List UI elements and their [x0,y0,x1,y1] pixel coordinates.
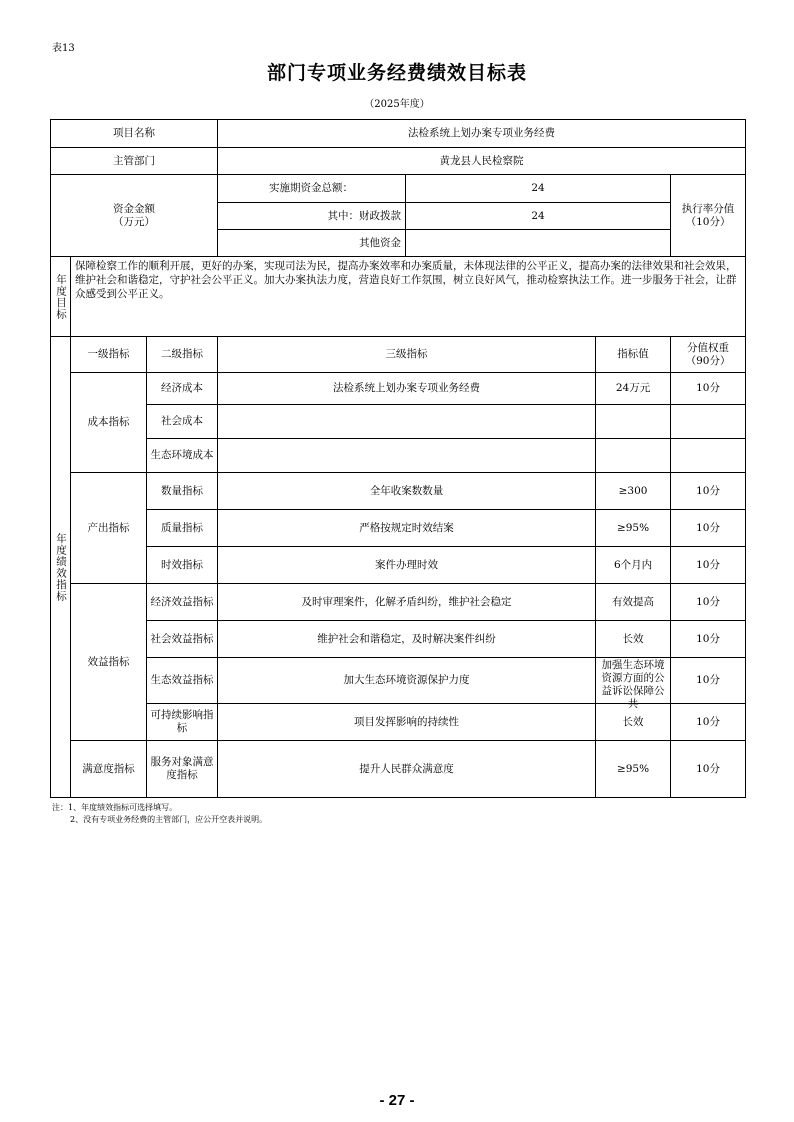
level3-cell: 案件办理时效 [218,547,596,584]
table-row [51,547,746,584]
funds-label [51,175,218,257]
level2-cell: 经济成本 [147,373,218,405]
level2-cell: 可持续影响指标 [147,704,218,741]
weight-cell: 10分 [671,473,746,510]
weight-cell: 10分 [671,621,746,658]
funds-label-line2: （万元） [113,215,156,228]
level1-output: 产出指标 [71,473,147,584]
fiscal-funds-value: 24 [406,203,671,230]
department-value: 黄龙县人民检察院 [218,148,746,175]
header-weight-line2: （90分） [685,354,731,367]
level2-cell: 服务对象满意度指标 [147,741,218,798]
page-title: 部门专项业务经费绩效目标表 [266,62,527,84]
header-weight [671,337,746,373]
level2-cell: 生态环境成本 [147,439,218,473]
project-name-label: 项目名称 [51,120,218,148]
value-cell: 有效提高 [596,584,671,621]
table-row [51,704,746,741]
header-value: 指标值 [596,337,671,373]
execution-rate-score [671,175,746,257]
department-label: 主管部门 [51,148,218,175]
performance-target-table [50,119,746,798]
funds-label-line1: 资金金额 [113,202,156,215]
weight-cell [671,439,746,473]
footnote-2: 2、没有专项业务经费的主管部门，应公开空表并说明。 [70,815,268,824]
value-cell: ≥300 [596,473,671,510]
level3-cell [218,405,596,439]
level3-cell: 维护社会和谐稳定，及时解决案件纠纷 [218,621,596,658]
weight-cell: 10分 [671,741,746,798]
value-cell: ≥95% [596,510,671,547]
table-row [51,658,746,704]
header-level2: 二级指标 [147,337,218,373]
table-row [51,621,746,658]
table-row [51,373,746,405]
header-level1: 一级指标 [71,337,147,373]
weight-cell: 10分 [671,547,746,584]
weight-cell [671,405,746,439]
level3-cell: 及时审理案件，化解矛盾纠纷，维护社会稳定 [218,584,596,621]
header-weight-line1: 分值权重 [687,341,730,354]
indicators-section-label [51,337,71,798]
table-row [51,473,746,510]
level2-cell: 社会成本 [147,405,218,439]
table-row [51,584,746,621]
level3-cell: 法检系统上划办案专项业务经费 [218,373,596,405]
value-cell: ≥95% [596,741,671,798]
weight-cell: 10分 [671,658,746,704]
value-cell: 长效 [596,704,671,741]
other-funds-value [406,230,671,257]
level2-cell: 经济效益指标 [147,584,218,621]
fiscal-year: （2025年度） [364,99,430,110]
level1-satisfaction: 满意度指标 [71,741,147,798]
header-level3: 三级指标 [218,337,596,373]
value-cell [596,405,671,439]
weight-cell: 10分 [671,373,746,405]
annual-goal-text: 保障检察工作的顺利开展，更好的办案，实现司法为民，提高办案效率和办案质量，未体现法律的公平正义，提高办案的法律效果和社会效果，维护社会和谐稳定，守护社会公平正义。加大办案执法力度，营造良好工作氛围，树立良好风气，推动检察执法工作。进一步服务于社会，让群众感受到公平正义。 [71,257,746,337]
level1-cost: 成本指标 [71,373,147,473]
level2-cell: 社会效益指标 [147,621,218,658]
total-funds-label: 实施期资金总额： [218,175,406,203]
value-cell: 长效 [596,621,671,658]
level3-cell [218,439,596,473]
value-cell: 6个月内 [596,547,671,584]
level3-cell: 全年收案数数量 [218,473,596,510]
level3-cell: 严格按规定时效结案 [218,510,596,547]
level3-cell: 加大生态环境资源保护力度 [218,658,596,704]
annual-goal-label [51,257,71,337]
execution-rate-line1: 执行率分值 [681,202,735,215]
level2-cell: 质量指标 [147,510,218,547]
footnote-1: 注：1、年度绩效指标可选择填写。 [52,803,178,812]
weight-cell: 10分 [671,704,746,741]
level2-cell: 时效指标 [147,547,218,584]
table-row [51,510,746,547]
weight-cell: 10分 [671,510,746,547]
execution-rate-line2: （10分） [685,215,731,228]
value-cell-text: 加强生态环境资源方面的公益诉讼保障公共 [601,658,665,710]
fiscal-funds-label: 其中：财政拨款 [218,203,406,230]
level2-cell: 生态效益指标 [147,658,218,704]
value-cell [596,658,671,710]
other-funds-label: 其他资金 [218,230,406,257]
level2-cell: 数量指标 [147,473,218,510]
project-name-value: 法检系统上划办案专项业务经费 [218,120,746,148]
page-number: - 27 - [379,1092,415,1109]
value-cell [596,439,671,473]
footnotes [52,802,267,826]
level1-benefit: 效益指标 [71,584,147,741]
total-funds-value: 24 [406,175,671,203]
weight-cell: 10分 [671,584,746,621]
table-row [51,741,746,798]
annual-goal-label-text: 年度目标 [55,273,67,320]
level3-cell: 提升人民群众满意度 [218,741,596,798]
level3-cell: 项目发挥影响的持续性 [218,704,596,741]
indicators-section-label-text: 年度绩效指标 [55,532,67,602]
table-number-label: 表13 [52,43,75,54]
table-row [51,439,746,473]
value-cell: 24万元 [596,373,671,405]
table-row [51,405,746,439]
